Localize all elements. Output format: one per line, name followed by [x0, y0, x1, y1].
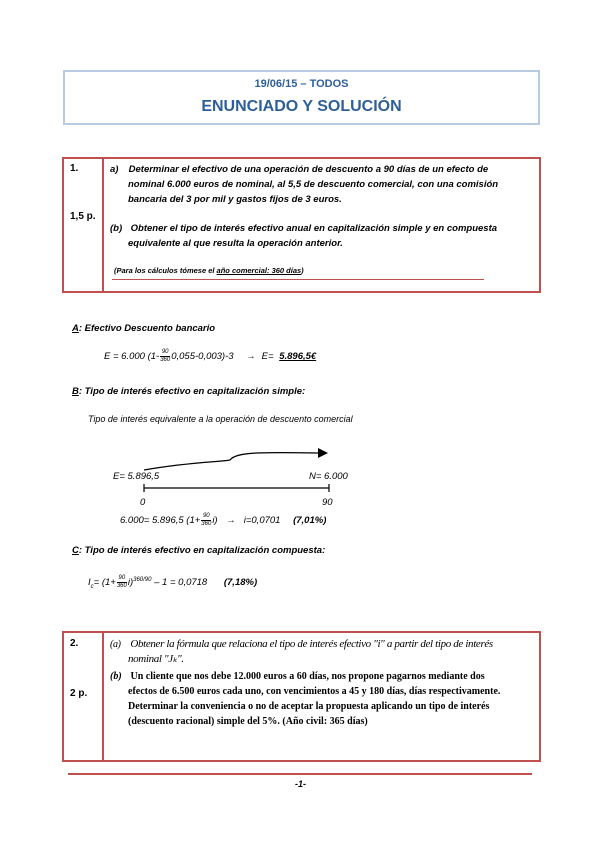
formula-a-result-prefix: E=: [261, 351, 274, 363]
solution-b-letter: B: [72, 386, 79, 397]
timeline-arrowhead: [318, 448, 328, 458]
formula-c-open: = (1+: [93, 577, 116, 589]
formula-a-mid: 0,055-0,003)-3: [171, 351, 234, 363]
timeline-end: 90: [322, 497, 333, 508]
part-a-line-2: nominal "Jₖ".: [128, 653, 184, 665]
problem-2-box: [62, 631, 541, 762]
formula-c-subscript: c: [90, 583, 94, 590]
part-a-line-3: bancaria del 3 por mil y gastos fijos de 3 euros.: [128, 194, 342, 205]
note-rule: [112, 279, 484, 280]
formula-c-end: – 1 = 0,0718: [154, 577, 208, 589]
problem-2-part-a: [110, 637, 536, 667]
formula-c-start: I: [88, 577, 91, 589]
timeline-start: 0: [140, 497, 146, 508]
solution-c-letter: C: [72, 545, 79, 556]
formula-a-fraction: [160, 349, 170, 364]
solution-b-intro: Tipo de interés equivalente a la operación de descuento comercial: [88, 414, 353, 424]
fraction-numerator: 90: [202, 513, 210, 519]
part-a-line-1: Obtener la fórmula que relaciona el tipo de interés efectivo "i" a partir del tipo de interés: [130, 638, 493, 650]
header-box: [63, 70, 540, 125]
part-b-line-1: Obtener el tipo de interés efectivo anual en capitalización simple y en compuesta: [130, 223, 498, 234]
formula-b-percent: (7,01%): [293, 515, 327, 527]
part-b-line-4: (descuento racional) simple del 5%. (Año civil: 365 días): [128, 716, 368, 727]
solution-a-title: : Efectivo Descuento bancario: [78, 323, 216, 334]
fraction-denominator: 360: [116, 583, 127, 589]
part-a-line-2: nominal 6.000 euros de nominal, al 5,5 de descuento comercial, con una comisión: [128, 179, 499, 190]
solution-b-title: : Tipo de interés efectivo en capitalización simple:: [78, 386, 306, 397]
formula-b-mid: i): [212, 515, 218, 527]
problem-1-divider: [102, 159, 104, 291]
part-b-line-2: efectos de 6.500 euros cada uno, con vencimientos a 45 y 180 días, días respectivamente.: [128, 686, 501, 697]
problem-2-points: 2 p.: [70, 688, 88, 699]
solution-b-formula: [120, 513, 326, 528]
note-prefix: (Para los cálculos tómese el: [114, 266, 217, 275]
part-b-line-2: equivalente al que resulta la operación anterior.: [128, 238, 343, 249]
timeline-left-label: E= 5.896,5: [113, 471, 160, 482]
solution-c-formula: [88, 575, 257, 590]
fraction-numerator: 90: [161, 349, 169, 355]
note-underlined: año comercial: 360 días: [216, 266, 302, 275]
footer-rule: [68, 773, 532, 775]
problem-1-part-a: [110, 162, 534, 207]
formula-c-exponent: 360/90: [133, 576, 152, 583]
timeline-arrow-curve: [144, 453, 318, 470]
problem-2-divider: [102, 633, 104, 760]
formula-b-result: i=0,0701: [243, 515, 281, 527]
solution-a-heading: [72, 323, 215, 334]
solution-b-heading: [72, 386, 305, 397]
timeline-right-label: N= 6.000: [309, 471, 348, 482]
exam-date: 19/06/15 – TODOS: [254, 78, 349, 90]
note-suffix: ): [301, 266, 304, 275]
part-a-line-1: Determinar el efectivo de una operación de descuento a 90 días de un efecto de: [128, 164, 489, 175]
formula-b-start: 6.000= 5.896,5 (1+: [120, 515, 201, 527]
solution-c-heading: [72, 545, 325, 556]
page-title: ENUNCIADO Y SOLUCIÓN: [201, 98, 402, 115]
problem-1-points: 1,5 p.: [70, 211, 96, 222]
formula-c-fraction: [117, 575, 127, 590]
arrow-icon: →: [246, 351, 256, 363]
part-a-marker: a): [110, 164, 119, 175]
part-a-marker: (a): [110, 639, 121, 650]
page-number: -1-: [295, 779, 306, 789]
problem-1-part-b: [110, 221, 534, 251]
part-b-marker: (b): [110, 671, 122, 682]
part-b-line-3: Determinar la conveniencia o no de aceptar la propuesta aplicando un tipo de interés: [128, 701, 490, 712]
formula-b-fraction: [201, 513, 211, 528]
problem-2-part-b: [110, 669, 538, 729]
solution-a-formula: [104, 349, 316, 364]
fraction-denominator: 360: [201, 521, 212, 527]
fraction-denominator: 360: [160, 357, 171, 363]
solution-a-letter: A: [72, 323, 79, 334]
formula-a-result: 5.896,5€: [279, 351, 317, 363]
formula-c-percent: (7,18%): [223, 577, 258, 589]
formula-a-start: E = 6.000 (1-: [104, 351, 160, 363]
arrow-icon: →: [226, 515, 236, 527]
problem-1-number: 1.: [70, 163, 79, 174]
problem-2-number: 2.: [70, 638, 79, 649]
part-b-line-1: Un cliente que nos debe 12.000 euros a 60 días, nos propone pagarnos mediante dos: [130, 671, 485, 682]
problem-1-box: [62, 157, 541, 293]
formula-c-i: i): [127, 577, 134, 589]
part-b-marker: (b): [110, 223, 123, 234]
solution-c-title: : Tipo de interés efectivo en capitalización compuesta:: [78, 545, 326, 556]
fraction-numerator: 90: [118, 575, 126, 581]
problem-1-note: [114, 266, 304, 275]
